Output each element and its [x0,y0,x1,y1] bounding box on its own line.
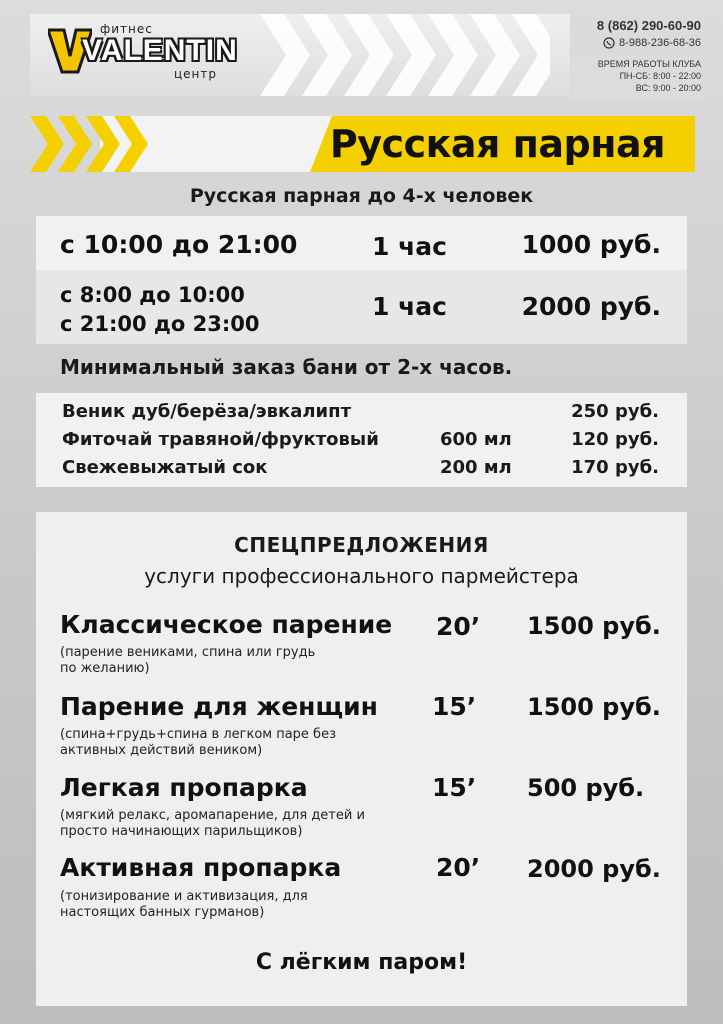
offer-name: Классическое парение [60,610,393,639]
phone-whatsapp-row[interactable] [597,37,701,49]
extra-volume: 200 мл [440,457,512,478]
hours-weekdays: ПН-СБ: 8:00 - 22:00 [619,71,701,81]
page-title: Русская парная [329,122,666,166]
page-subtitle: Русская парная до 4-х человек [189,185,534,207]
offer-desc: (парение вениками, спина или грудь [60,645,316,660]
phone-whatsapp: 8-988-236-68-36 [619,37,701,49]
extra-price: 120 руб. [571,429,659,450]
schedule-price: 2000 руб. [521,292,661,321]
offer-duration: 15’ [432,773,477,802]
offer-desc: (спина+грудь+спина в легком паре без [60,727,336,742]
hours-title: ВРЕМЯ РАБОТЫ КЛУБА [597,59,701,69]
offer-name: Активная пропарка [60,853,342,882]
offer-price: 500 руб. [527,774,645,802]
title-chevrons [30,116,330,172]
offer-desc: (тонизирование и активизация, для [60,889,308,904]
whatsapp-icon [603,37,615,49]
offer-name: Парение для женщин [60,692,378,721]
logo-top-text: фитнес [100,22,153,36]
extra-price: 250 руб. [571,401,659,422]
offer-name: Легкая пропарка [60,773,308,802]
offer-desc: (мягкий релакс, аромапарение, для детей и [60,808,365,823]
offer-desc-2: активных действий веником) [60,743,263,758]
hours-sunday: ВС: 9:00 - 20:00 [635,83,701,93]
offer-price: 2000 руб. [527,855,661,883]
schedule-time-2: с 21:00 до 23:00 [60,312,260,336]
offer-duration: 20’ [436,853,481,882]
schedule-duration: 1 час [372,232,447,261]
schedule-duration: 1 час [372,292,447,321]
offers-subtitle: услуги профессионального пармейстера [144,564,579,588]
offers-title: СПЕЦПРЕДЛОЖЕНИЯ [234,533,489,557]
min-order-note: Минимальный заказ бани от 2-х часов. [60,355,513,379]
opening-hours [571,54,701,98]
extra-volume: 600 мл [440,429,512,450]
closing-greeting: С лёгким паром! [255,950,468,975]
offer-desc-2: по желанию) [60,661,150,676]
schedule-price: 1000 руб. [521,230,661,259]
offer-price: 1500 руб. [527,612,661,640]
schedule-time: с 10:00 до 21:00 [60,230,298,259]
extra-name: Веник дуб/берёза/эвкалипт [62,401,352,422]
logo-brand-text: VALENTIN [82,34,238,67]
offer-price: 1500 руб. [527,693,661,721]
extra-name: Фиточай травяной/фруктовый [62,429,379,450]
offer-desc-2: просто начинающих парильщиков) [60,824,303,839]
contacts [597,18,701,49]
schedule-time: с 8:00 до 10:00 [60,283,245,307]
chevron-decoration [250,14,550,96]
logo [44,22,249,82]
extra-name: Свежевыжатый сок [62,457,268,478]
logo-bottom-text: центр [174,67,218,81]
offer-desc-2: настоящих банных гурманов) [60,905,265,920]
offer-duration: 15’ [432,692,477,721]
extra-price: 170 руб. [571,457,659,478]
offer-duration: 20’ [436,612,481,641]
phone-main[interactable]: 8 (862) 290-60-90 [596,18,701,33]
